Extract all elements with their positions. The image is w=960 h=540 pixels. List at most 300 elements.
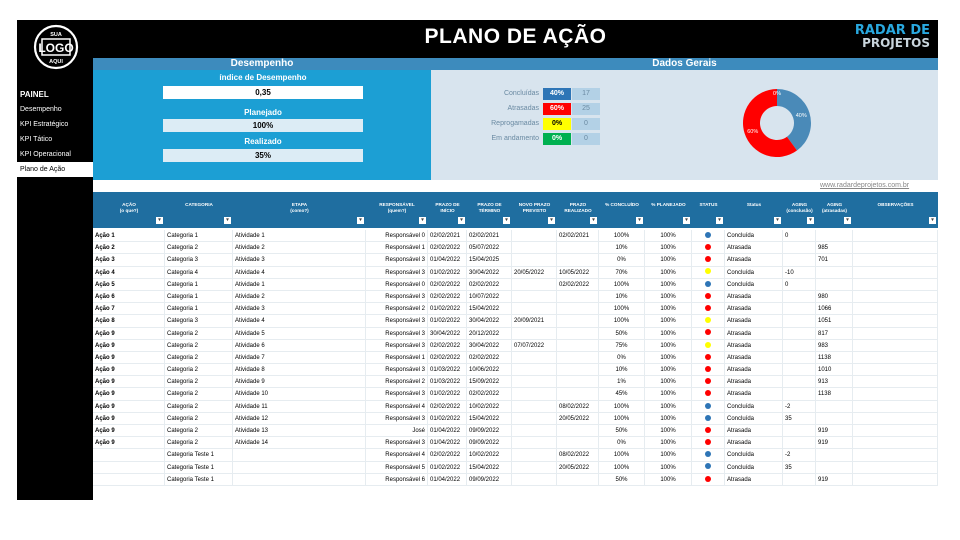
cell-status-dot — [692, 230, 725, 242]
cell-novo-prazo — [512, 376, 557, 388]
cell-aging-atrasadas: 980 — [816, 291, 853, 303]
cell-acao: Ação 9 — [93, 437, 165, 449]
cell-aging-atrasadas: 919 — [816, 437, 853, 449]
cell-acao: Ação 2 — [93, 242, 165, 254]
status-dot-icon — [705, 354, 711, 360]
cell-acao: Ação 3 — [93, 254, 165, 266]
cell-novo-prazo — [512, 254, 557, 266]
cell-status: Atrasada — [725, 425, 783, 437]
cell-etapa: Atividade 11 — [233, 401, 366, 413]
cell-termino: 30/04/2022 — [467, 315, 512, 327]
cell-aging-atrasadas: 919 — [816, 474, 853, 486]
cell-acao — [93, 462, 165, 474]
cell-responsavel: Responsável 3 — [366, 437, 428, 449]
cell-aging-atrasadas: 1138 — [816, 352, 853, 364]
cell-novo-prazo — [512, 413, 557, 425]
cell-aging-conclusao — [783, 242, 816, 254]
table-header — [93, 192, 938, 228]
cell-realizado: 08/02/2022 — [557, 401, 599, 413]
cell-aging-atrasadas: 817 — [816, 328, 853, 340]
logo-text-main: LOGO — [38, 41, 74, 55]
cell-inicio: 02/02/2022 — [428, 352, 467, 364]
cell-planejado: 100% — [645, 352, 692, 364]
cell-categoria: Categoria Teste 1 — [165, 474, 233, 486]
donut-label-0: 40% — [795, 113, 807, 120]
cell-status-dot — [692, 425, 725, 437]
column-header-label: (como?) — [290, 208, 309, 213]
cell-categoria: Categoria 2 — [165, 328, 233, 340]
cell-realizado: 10/05/2022 — [557, 267, 599, 279]
cell-categoria: Categoria 2 — [165, 364, 233, 376]
cell-etapa: Atividade 7 — [233, 352, 366, 364]
table-row[interactable] — [93, 352, 938, 364]
cell-status-dot — [692, 315, 725, 327]
cell-etapa: Atividade 4 — [233, 267, 366, 279]
cell-inicio: 01/02/2022 — [428, 303, 467, 315]
column-header-label: AGING — [826, 202, 843, 207]
performance-panel — [93, 58, 431, 180]
cell-observacoes — [853, 267, 938, 279]
filter-dropdown-icon[interactable]: ▾ — [807, 217, 814, 224]
brand-line-1: RADAR DE — [854, 23, 930, 38]
cell-planejado: 100% — [645, 376, 692, 388]
table-row[interactable] — [93, 242, 938, 254]
cell-status-dot — [692, 352, 725, 364]
column-header — [692, 192, 725, 228]
cell-novo-prazo — [512, 328, 557, 340]
table-row[interactable] — [93, 230, 938, 242]
table-row[interactable] — [93, 474, 938, 486]
cell-etapa: Atividade 2 — [233, 291, 366, 303]
cell-observacoes — [853, 413, 938, 425]
cell-status-dot — [692, 401, 725, 413]
column-header — [645, 192, 692, 228]
table-row[interactable] — [93, 254, 938, 266]
cell-aging-conclusao: 35 — [783, 462, 816, 474]
column-header-label: % PLANEJADO — [651, 202, 686, 207]
cell-acao: Ação 9 — [93, 340, 165, 352]
filter-dropdown-icon[interactable]: ▾ — [683, 217, 690, 224]
cell-etapa — [233, 449, 366, 461]
cell-categoria: Categoria 2 — [165, 242, 233, 254]
cell-aging-atrasadas: 983 — [816, 340, 853, 352]
table-row[interactable] — [93, 425, 938, 437]
cell-termino: 15/04/2022 — [467, 413, 512, 425]
table-row[interactable] — [93, 279, 938, 291]
general-row-label: Em andamento — [491, 135, 539, 142]
cell-acao: Ação 9 — [93, 328, 165, 340]
general-row-count: 17 — [572, 88, 600, 100]
cell-observacoes — [853, 315, 938, 327]
status-dot-icon — [705, 463, 711, 469]
column-header-label: PREVISTO — [522, 208, 547, 213]
column-header — [853, 192, 938, 228]
cell-categoria: Categoria 3 — [165, 315, 233, 327]
table-row[interactable] — [93, 315, 938, 327]
cell-acao: Ação 9 — [93, 388, 165, 400]
cell-termino: 02/02/2021 — [467, 230, 512, 242]
cell-categoria: Categoria Teste 1 — [165, 449, 233, 461]
cell-concluido: 100% — [599, 413, 645, 425]
cell-acao: Ação 6 — [93, 291, 165, 303]
cell-acao: Ação 9 — [93, 401, 165, 413]
cell-novo-prazo — [512, 437, 557, 449]
column-header-label: INÍCIO — [440, 208, 455, 213]
status-dot-icon — [705, 317, 711, 323]
cell-observacoes — [853, 401, 938, 413]
sidebar-item-kpi-tatico[interactable]: KPI Tático — [20, 136, 53, 143]
cell-responsavel: Responsável 4 — [366, 449, 428, 461]
column-header — [725, 192, 783, 228]
cell-etapa: Atividade 3 — [233, 254, 366, 266]
filter-dropdown-icon[interactable]: ▾ — [590, 217, 597, 224]
table-row[interactable] — [93, 340, 938, 352]
cell-inicio: 02/02/2022 — [428, 279, 467, 291]
cell-termino: 02/02/2022 — [467, 352, 512, 364]
cell-status: Atrasada — [725, 328, 783, 340]
status-dot-icon — [705, 378, 711, 384]
brand-logo — [855, 24, 930, 50]
filter-dropdown-icon[interactable]: ▾ — [458, 217, 465, 224]
cell-status: Atrasada — [725, 352, 783, 364]
filter-dropdown-icon[interactable]: ▾ — [224, 217, 231, 224]
cell-termino: 30/04/2022 — [467, 340, 512, 352]
cell-status-dot — [692, 474, 725, 486]
cell-realizado — [557, 352, 599, 364]
cell-responsavel: Responsável 3 — [366, 291, 428, 303]
cell-acao: Ação 5 — [93, 279, 165, 291]
filter-dropdown-icon[interactable]: ▾ — [503, 217, 510, 224]
cell-aging-atrasadas — [816, 413, 853, 425]
cell-inicio: 01/04/2022 — [428, 437, 467, 449]
general-data-title: Dados Gerais — [431, 58, 938, 70]
cell-responsavel: Responsável 3 — [366, 267, 428, 279]
cell-planejado: 100% — [645, 425, 692, 437]
cell-status-dot — [692, 413, 725, 425]
cell-responsavel: Responsável 6 — [366, 474, 428, 486]
column-header-label: NOVO PRAZO — [518, 202, 551, 207]
cell-observacoes — [853, 474, 938, 486]
column-header-label: AGING — [791, 202, 808, 207]
table-row[interactable] — [93, 413, 938, 425]
cell-status: Atrasada — [725, 340, 783, 352]
cell-concluido: 1% — [599, 376, 645, 388]
cell-etapa — [233, 462, 366, 474]
logo-badge — [32, 24, 80, 70]
status-dot-icon — [705, 366, 711, 372]
cell-aging-conclusao — [783, 340, 816, 352]
cell-realizado: 02/02/2021 — [557, 230, 599, 242]
cell-responsavel: Responsável 3 — [366, 254, 428, 266]
status-dot-icon — [705, 305, 711, 311]
cell-novo-prazo — [512, 291, 557, 303]
cell-responsavel: Responsável 5 — [366, 462, 428, 474]
table-row[interactable] — [93, 437, 938, 449]
cell-aging-conclusao: -2 — [783, 449, 816, 461]
cell-planejado: 100% — [645, 279, 692, 291]
cell-status-dot — [692, 364, 725, 376]
cell-aging-atrasadas: 913 — [816, 376, 853, 388]
cell-realizado — [557, 315, 599, 327]
general-row-pct: 40% — [543, 88, 571, 100]
cell-etapa: Atividade 1 — [233, 230, 366, 242]
cell-acao — [93, 449, 165, 461]
cell-status: Atrasada — [725, 437, 783, 449]
table-row[interactable] — [93, 388, 938, 400]
cell-acao: Ação 9 — [93, 352, 165, 364]
cell-realizado — [557, 474, 599, 486]
column-header-label: (conclusão) — [786, 208, 813, 213]
table-row[interactable] — [93, 401, 938, 413]
filter-dropdown-icon[interactable]: ▾ — [419, 217, 426, 224]
column-header — [816, 192, 853, 228]
cell-responsavel: Responsável 1 — [366, 352, 428, 364]
cell-categoria: Categoria 3 — [165, 254, 233, 266]
cell-planejado: 100% — [645, 242, 692, 254]
cell-aging-conclusao — [783, 254, 816, 266]
website-link[interactable]: www.radardeprojetos.com.br — [820, 182, 910, 189]
column-header-label: AÇÃO — [122, 202, 136, 207]
cell-novo-prazo — [512, 425, 557, 437]
cell-novo-prazo: 20/09/2021 — [512, 315, 557, 327]
cell-realizado — [557, 242, 599, 254]
cell-aging-atrasadas: 1010 — [816, 364, 853, 376]
cell-etapa: Atividade 10 — [233, 388, 366, 400]
cell-inicio: 02/02/2022 — [428, 401, 467, 413]
cell-aging-conclusao — [783, 388, 816, 400]
general-row-count: 0 — [572, 133, 600, 145]
filter-dropdown-icon[interactable]: ▾ — [636, 217, 643, 224]
cell-status-dot — [692, 462, 725, 474]
cell-categoria: Categoria 2 — [165, 352, 233, 364]
filter-dropdown-icon[interactable]: ▾ — [929, 217, 936, 224]
table-row[interactable] — [93, 364, 938, 376]
column-header — [366, 192, 428, 228]
cell-aging-atrasadas — [816, 449, 853, 461]
cell-realizado — [557, 254, 599, 266]
filter-dropdown-icon[interactable]: ▾ — [844, 217, 851, 224]
sidebar — [17, 20, 93, 500]
sidebar-item-kpi-estrategico[interactable]: KPI Estratégico — [20, 121, 69, 128]
filter-dropdown-icon[interactable]: ▾ — [156, 217, 163, 224]
cell-status: Atrasada — [725, 376, 783, 388]
cell-etapa: Atividade 1 — [233, 279, 366, 291]
cell-status: Atrasada — [725, 388, 783, 400]
cell-concluido: 100% — [599, 279, 645, 291]
cell-aging-conclusao — [783, 425, 816, 437]
cell-acao: Ação 4 — [93, 267, 165, 279]
cell-realizado — [557, 437, 599, 449]
cell-concluido: 100% — [599, 315, 645, 327]
planned-value: 100% — [163, 119, 363, 132]
column-header-label: PRAZO DE — [435, 202, 460, 207]
column-header-label: Status — [746, 202, 762, 207]
cell-realizado — [557, 328, 599, 340]
column-header — [512, 192, 557, 228]
cell-planejado: 100% — [645, 401, 692, 413]
cell-responsavel: Responsável 3 — [366, 364, 428, 376]
logo-text-bottom: AQUI — [49, 59, 63, 65]
cell-aging-atrasadas — [816, 462, 853, 474]
cell-acao: Ação 9 — [93, 376, 165, 388]
cell-termino: 10/02/2022 — [467, 401, 512, 413]
cell-inicio: 02/02/2022 — [428, 449, 467, 461]
table-row[interactable] — [93, 449, 938, 461]
cell-planejado: 100% — [645, 340, 692, 352]
cell-acao: Ação 9 — [93, 413, 165, 425]
general-row-count: 25 — [572, 103, 600, 115]
sidebar-item-desempenho[interactable]: Desempenho — [20, 106, 62, 113]
cell-aging-atrasadas: 1051 — [816, 315, 853, 327]
cell-inicio: 02/02/2022 — [428, 340, 467, 352]
cell-etapa: Atividade 14 — [233, 437, 366, 449]
table-row[interactable] — [93, 328, 938, 340]
cell-concluido: 45% — [599, 388, 645, 400]
status-dot-icon — [705, 403, 711, 409]
cell-status-dot — [692, 376, 725, 388]
cell-aging-conclusao — [783, 315, 816, 327]
cell-inicio: 01/04/2022 — [428, 254, 467, 266]
cell-status-dot — [692, 388, 725, 400]
cell-aging-conclusao — [783, 291, 816, 303]
cell-status: Atrasada — [725, 474, 783, 486]
cell-aging-conclusao — [783, 474, 816, 486]
cell-aging-conclusao: -10 — [783, 267, 816, 279]
cell-novo-prazo — [512, 230, 557, 242]
sidebar-item-kpi-operacional[interactable]: KPI Operacional — [20, 151, 71, 158]
filter-dropdown-icon[interactable]: ▾ — [357, 217, 364, 224]
cell-categoria: Categoria 2 — [165, 388, 233, 400]
cell-status-dot — [692, 437, 725, 449]
cell-inicio: 01/02/2022 — [428, 388, 467, 400]
realized-value: 35% — [163, 149, 363, 162]
cell-categoria: Categoria 4 — [165, 267, 233, 279]
cell-concluido: 0% — [599, 437, 645, 449]
status-dot-icon — [705, 451, 711, 457]
cell-realizado — [557, 425, 599, 437]
cell-aging-atrasadas — [816, 401, 853, 413]
table-row[interactable] — [93, 303, 938, 315]
cell-status-dot — [692, 242, 725, 254]
column-header-label: (atrasadas) — [821, 208, 847, 213]
cell-observacoes — [853, 242, 938, 254]
cell-aging-atrasadas: 985 — [816, 242, 853, 254]
donut-label-1: 60% — [747, 128, 759, 135]
cell-etapa: Atividade 6 — [233, 340, 366, 352]
cell-inicio: 01/03/2022 — [428, 376, 467, 388]
sidebar-nav — [17, 87, 93, 177]
cell-categoria: Categoria 1 — [165, 230, 233, 242]
filter-dropdown-icon[interactable]: ▾ — [716, 217, 723, 224]
cell-concluido: 10% — [599, 364, 645, 376]
cell-inicio: 01/02/2022 — [428, 413, 467, 425]
cell-realizado — [557, 340, 599, 352]
table-row[interactable] — [93, 267, 938, 279]
cell-categoria: Categoria 1 — [165, 291, 233, 303]
column-header-label: PRAZO DE — [477, 202, 502, 207]
cell-inicio: 02/02/2021 — [428, 230, 467, 242]
cell-aging-conclusao — [783, 303, 816, 315]
cell-planejado: 100% — [645, 291, 692, 303]
cell-inicio: 01/02/2022 — [428, 462, 467, 474]
table-row[interactable] — [93, 462, 938, 474]
cell-status: Concluída — [725, 413, 783, 425]
cell-termino: 10/02/2022 — [467, 449, 512, 461]
cell-categoria: Categoria 2 — [165, 340, 233, 352]
status-dot-icon — [705, 476, 711, 482]
cell-concluido: 75% — [599, 340, 645, 352]
status-dot-icon — [705, 439, 711, 445]
realized-label: Realizado — [244, 137, 282, 146]
cell-inicio: 02/02/2022 — [428, 291, 467, 303]
table-row[interactable] — [93, 291, 938, 303]
cell-aging-atrasadas: 1066 — [816, 303, 853, 315]
column-header — [428, 192, 467, 228]
cell-responsavel: Responsável 3 — [366, 388, 428, 400]
cell-realizado — [557, 376, 599, 388]
cell-etapa — [233, 474, 366, 486]
cell-categoria: Categoria 2 — [165, 413, 233, 425]
cell-status-dot — [692, 328, 725, 340]
status-dot-icon — [705, 244, 711, 250]
cell-concluido: 10% — [599, 242, 645, 254]
cell-categoria: Categoria Teste 1 — [165, 462, 233, 474]
cell-observacoes — [853, 437, 938, 449]
cell-aging-conclusao — [783, 437, 816, 449]
cell-termino: 15/04/2022 — [467, 303, 512, 315]
status-dot-icon — [705, 329, 711, 335]
header-bar — [93, 20, 938, 58]
cell-realizado: 02/02/2022 — [557, 279, 599, 291]
cell-novo-prazo — [512, 352, 557, 364]
cell-categoria: Categoria 1 — [165, 279, 233, 291]
cell-status-dot — [692, 254, 725, 266]
cell-observacoes — [853, 364, 938, 376]
general-row-pct: 0% — [543, 118, 571, 130]
filter-dropdown-icon[interactable]: ▾ — [774, 217, 781, 224]
table-row[interactable] — [93, 376, 938, 388]
sidebar-item-plano-de-acao[interactable]: Plano de Ação — [17, 162, 93, 177]
column-header-label: RESPONSÁVEL — [379, 202, 415, 207]
sidebar-heading: PAINEL — [20, 90, 49, 99]
cell-termino: 15/04/2022 — [467, 462, 512, 474]
cell-inicio: 01/03/2022 — [428, 364, 467, 376]
cell-inicio: 02/02/2022 — [428, 242, 467, 254]
filter-dropdown-icon[interactable]: ▾ — [548, 217, 555, 224]
cell-acao: Ação 7 — [93, 303, 165, 315]
cell-responsavel: José — [366, 425, 428, 437]
cell-responsavel: Responsável 2 — [366, 303, 428, 315]
cell-planejado: 100% — [645, 462, 692, 474]
status-dot-icon — [705, 293, 711, 299]
column-header-label: ETAPA — [291, 202, 308, 207]
column-header-label: OBSERVAÇÕES — [877, 202, 914, 207]
cell-status: Atrasada — [725, 242, 783, 254]
cell-aging-atrasadas — [816, 267, 853, 279]
cell-realizado — [557, 291, 599, 303]
cell-status-dot — [692, 291, 725, 303]
cell-planejado: 100% — [645, 328, 692, 340]
cell-termino: 02/02/2022 — [467, 279, 512, 291]
cell-termino: 15/04/2025 — [467, 254, 512, 266]
cell-responsavel: Responsável 0 — [366, 279, 428, 291]
cell-observacoes — [853, 388, 938, 400]
cell-observacoes — [853, 279, 938, 291]
cell-novo-prazo — [512, 279, 557, 291]
cell-novo-prazo — [512, 462, 557, 474]
general-row-label: Concluídas — [503, 90, 539, 97]
cell-responsavel: Responsável 2 — [366, 376, 428, 388]
